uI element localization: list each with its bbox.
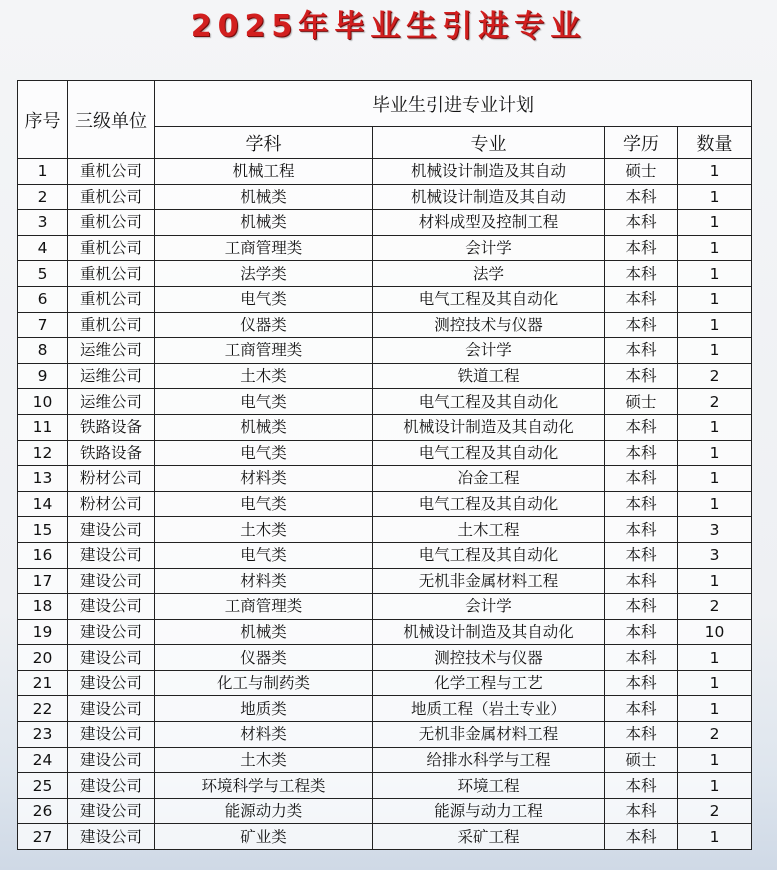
cell-unit: 建设公司 xyxy=(68,722,155,748)
cell-unit: 铁路设备 xyxy=(68,440,155,466)
cell-seq: 23 xyxy=(18,722,68,748)
table-row xyxy=(18,261,752,287)
cell-count: 1 xyxy=(678,235,752,261)
cell-discipline: 土木类 xyxy=(155,363,373,389)
cell-count: 1 xyxy=(678,414,752,440)
cell-degree: 本科 xyxy=(605,414,678,440)
header-discipline: 学科 xyxy=(155,127,373,159)
cell-seq: 7 xyxy=(18,312,68,338)
cell-count: 3 xyxy=(678,517,752,543)
cell-unit: 重机公司 xyxy=(68,261,155,287)
cell-unit: 建设公司 xyxy=(68,824,155,850)
cell-seq: 10 xyxy=(18,389,68,415)
table-row xyxy=(18,696,752,722)
cell-seq: 15 xyxy=(18,517,68,543)
cell-major: 电气工程及其自动化 xyxy=(373,491,605,517)
cell-major: 法学 xyxy=(373,261,605,287)
table-row xyxy=(18,619,752,645)
cell-count: 1 xyxy=(678,491,752,517)
cell-degree: 本科 xyxy=(605,491,678,517)
table-row xyxy=(18,389,752,415)
cell-count: 1 xyxy=(678,773,752,799)
cell-count: 1 xyxy=(678,338,752,364)
cell-seq: 11 xyxy=(18,414,68,440)
cell-seq: 3 xyxy=(18,210,68,236)
cell-count: 2 xyxy=(678,363,752,389)
cell-degree: 本科 xyxy=(605,261,678,287)
cell-count: 1 xyxy=(678,440,752,466)
cell-discipline: 仪器类 xyxy=(155,312,373,338)
cell-unit: 建设公司 xyxy=(68,670,155,696)
cell-seq: 19 xyxy=(18,619,68,645)
cell-major: 机械设计制造及其自动 xyxy=(373,184,605,210)
cell-seq: 20 xyxy=(18,645,68,671)
cell-discipline: 法学类 xyxy=(155,261,373,287)
cell-major: 环境工程 xyxy=(373,773,605,799)
cell-discipline: 工商管理类 xyxy=(155,235,373,261)
cell-unit: 重机公司 xyxy=(68,235,155,261)
cell-count: 2 xyxy=(678,594,752,620)
cell-unit: 建设公司 xyxy=(68,747,155,773)
cell-degree: 本科 xyxy=(605,824,678,850)
cell-count: 1 xyxy=(678,312,752,338)
cell-discipline: 材料类 xyxy=(155,466,373,492)
cell-major: 材料成型及控制工程 xyxy=(373,210,605,236)
cell-degree: 本科 xyxy=(605,696,678,722)
cell-degree: 本科 xyxy=(605,722,678,748)
table-row xyxy=(18,286,752,312)
cell-major: 无机非金属材料工程 xyxy=(373,568,605,594)
cell-seq: 13 xyxy=(18,466,68,492)
table-row xyxy=(18,312,752,338)
cell-discipline: 材料类 xyxy=(155,568,373,594)
table-row xyxy=(18,670,752,696)
cell-degree: 本科 xyxy=(605,773,678,799)
cell-major: 冶金工程 xyxy=(373,466,605,492)
cell-major: 机械设计制造及其自动化 xyxy=(373,414,605,440)
cell-unit: 建设公司 xyxy=(68,568,155,594)
cell-seq: 8 xyxy=(18,338,68,364)
cell-degree: 本科 xyxy=(605,286,678,312)
header-seq: 序号 xyxy=(18,81,68,159)
cell-degree: 本科 xyxy=(605,312,678,338)
cell-count: 1 xyxy=(678,670,752,696)
table-row xyxy=(18,594,752,620)
cell-discipline: 地质类 xyxy=(155,696,373,722)
cell-degree: 本科 xyxy=(605,517,678,543)
cell-degree: 本科 xyxy=(605,466,678,492)
cell-count: 1 xyxy=(678,696,752,722)
cell-degree: 硕士 xyxy=(605,389,678,415)
cell-major: 铁道工程 xyxy=(373,363,605,389)
cell-count: 1 xyxy=(678,466,752,492)
cell-count: 1 xyxy=(678,184,752,210)
table-body xyxy=(18,159,752,850)
table-row xyxy=(18,722,752,748)
cell-degree: 本科 xyxy=(605,798,678,824)
cell-count: 2 xyxy=(678,722,752,748)
table-row xyxy=(18,747,752,773)
cell-major: 地质工程（岩土专业） xyxy=(373,696,605,722)
header-plan: 毕业生引进专业计划 xyxy=(155,81,752,127)
cell-degree: 本科 xyxy=(605,619,678,645)
cell-degree: 本科 xyxy=(605,440,678,466)
table-row xyxy=(18,517,752,543)
cell-seq: 22 xyxy=(18,696,68,722)
cell-seq: 16 xyxy=(18,542,68,568)
cell-count: 10 xyxy=(678,619,752,645)
table-row xyxy=(18,338,752,364)
cell-unit: 重机公司 xyxy=(68,286,155,312)
cell-seq: 5 xyxy=(18,261,68,287)
cell-seq: 21 xyxy=(18,670,68,696)
cell-seq: 27 xyxy=(18,824,68,850)
header-count: 数量 xyxy=(678,127,752,159)
cell-discipline: 电气类 xyxy=(155,440,373,466)
cell-major: 测控技术与仪器 xyxy=(373,645,605,671)
cell-degree: 硕士 xyxy=(605,159,678,185)
cell-unit: 运维公司 xyxy=(68,338,155,364)
cell-count: 1 xyxy=(678,286,752,312)
cell-major: 土木工程 xyxy=(373,517,605,543)
cell-discipline: 工商管理类 xyxy=(155,594,373,620)
cell-major: 机械设计制造及其自动 xyxy=(373,159,605,185)
cell-major: 机械设计制造及其自动化 xyxy=(373,619,605,645)
table-row xyxy=(18,773,752,799)
cell-unit: 运维公司 xyxy=(68,389,155,415)
cell-seq: 1 xyxy=(18,159,68,185)
cell-discipline: 机械类 xyxy=(155,184,373,210)
cell-degree: 本科 xyxy=(605,568,678,594)
cell-seq: 25 xyxy=(18,773,68,799)
cell-seq: 6 xyxy=(18,286,68,312)
cell-major: 电气工程及其自动化 xyxy=(373,440,605,466)
cell-discipline: 土木类 xyxy=(155,517,373,543)
table-row xyxy=(18,414,752,440)
cell-unit: 建设公司 xyxy=(68,696,155,722)
cell-degree: 本科 xyxy=(605,670,678,696)
cell-discipline: 电气类 xyxy=(155,491,373,517)
cell-unit: 重机公司 xyxy=(68,159,155,185)
cell-count: 1 xyxy=(678,824,752,850)
cell-major: 会计学 xyxy=(373,594,605,620)
cell-degree: 本科 xyxy=(605,645,678,671)
cell-seq: 24 xyxy=(18,747,68,773)
cell-discipline: 化工与制药类 xyxy=(155,670,373,696)
table-row xyxy=(18,491,752,517)
cell-degree: 本科 xyxy=(605,542,678,568)
cell-discipline: 电气类 xyxy=(155,286,373,312)
cell-count: 2 xyxy=(678,798,752,824)
cell-count: 1 xyxy=(678,261,752,287)
cell-count: 1 xyxy=(678,159,752,185)
cell-discipline: 机械类 xyxy=(155,210,373,236)
cell-major: 电气工程及其自动化 xyxy=(373,389,605,415)
table-row xyxy=(18,440,752,466)
page-title: 2025年毕业生引进专业 xyxy=(190,9,587,44)
cell-count: 1 xyxy=(678,747,752,773)
cell-degree: 本科 xyxy=(605,235,678,261)
cell-unit: 建设公司 xyxy=(68,645,155,671)
cell-degree: 硕士 xyxy=(605,747,678,773)
table-row xyxy=(18,184,752,210)
cell-seq: 4 xyxy=(18,235,68,261)
table-row xyxy=(18,568,752,594)
cell-discipline: 材料类 xyxy=(155,722,373,748)
cell-major: 电气工程及其自动化 xyxy=(373,542,605,568)
cell-major: 化学工程与工艺 xyxy=(373,670,605,696)
cell-degree: 本科 xyxy=(605,338,678,364)
cell-count: 3 xyxy=(678,542,752,568)
recruitment-table xyxy=(17,80,752,850)
cell-discipline: 机械工程 xyxy=(155,159,373,185)
table-row xyxy=(18,645,752,671)
cell-unit: 建设公司 xyxy=(68,517,155,543)
cell-unit: 粉材公司 xyxy=(68,466,155,492)
cell-unit: 粉材公司 xyxy=(68,491,155,517)
cell-major: 能源与动力工程 xyxy=(373,798,605,824)
cell-seq: 9 xyxy=(18,363,68,389)
cell-degree: 本科 xyxy=(605,594,678,620)
cell-major: 无机非金属材料工程 xyxy=(373,722,605,748)
cell-seq: 12 xyxy=(18,440,68,466)
cell-unit: 建设公司 xyxy=(68,773,155,799)
cell-major: 会计学 xyxy=(373,235,605,261)
cell-unit: 重机公司 xyxy=(68,184,155,210)
cell-discipline: 环境科学与工程类 xyxy=(155,773,373,799)
header-degree: 学历 xyxy=(605,127,678,159)
table-row xyxy=(18,798,752,824)
cell-unit: 建设公司 xyxy=(68,594,155,620)
cell-count: 1 xyxy=(678,568,752,594)
cell-major: 采矿工程 xyxy=(373,824,605,850)
cell-unit: 建设公司 xyxy=(68,798,155,824)
cell-count: 1 xyxy=(678,645,752,671)
table-row xyxy=(18,466,752,492)
cell-discipline: 电气类 xyxy=(155,389,373,415)
table-row xyxy=(18,824,752,850)
cell-discipline: 机械类 xyxy=(155,414,373,440)
table-row xyxy=(18,542,752,568)
cell-discipline: 仪器类 xyxy=(155,645,373,671)
cell-seq: 17 xyxy=(18,568,68,594)
cell-discipline: 机械类 xyxy=(155,619,373,645)
cell-major: 会计学 xyxy=(373,338,605,364)
cell-count: 2 xyxy=(678,389,752,415)
cell-major: 电气工程及其自动化 xyxy=(373,286,605,312)
cell-unit: 建设公司 xyxy=(68,542,155,568)
cell-discipline: 工商管理类 xyxy=(155,338,373,364)
cell-degree: 本科 xyxy=(605,363,678,389)
cell-major: 测控技术与仪器 xyxy=(373,312,605,338)
cell-seq: 2 xyxy=(18,184,68,210)
cell-count: 1 xyxy=(678,210,752,236)
cell-seq: 18 xyxy=(18,594,68,620)
cell-major: 给排水科学与工程 xyxy=(373,747,605,773)
cell-unit: 重机公司 xyxy=(68,312,155,338)
table-row xyxy=(18,210,752,236)
cell-seq: 14 xyxy=(18,491,68,517)
cell-discipline: 矿业类 xyxy=(155,824,373,850)
header-major: 专业 xyxy=(373,127,605,159)
cell-unit: 重机公司 xyxy=(68,210,155,236)
table-row xyxy=(18,363,752,389)
table-row xyxy=(18,235,752,261)
cell-unit: 运维公司 xyxy=(68,363,155,389)
cell-discipline: 能源动力类 xyxy=(155,798,373,824)
cell-discipline: 土木类 xyxy=(155,747,373,773)
cell-seq: 26 xyxy=(18,798,68,824)
cell-unit: 铁路设备 xyxy=(68,414,155,440)
table-row xyxy=(18,159,752,185)
cell-degree: 本科 xyxy=(605,210,678,236)
cell-unit: 建设公司 xyxy=(68,619,155,645)
cell-degree: 本科 xyxy=(605,184,678,210)
header-unit: 三级单位 xyxy=(68,81,155,159)
cell-discipline: 电气类 xyxy=(155,542,373,568)
